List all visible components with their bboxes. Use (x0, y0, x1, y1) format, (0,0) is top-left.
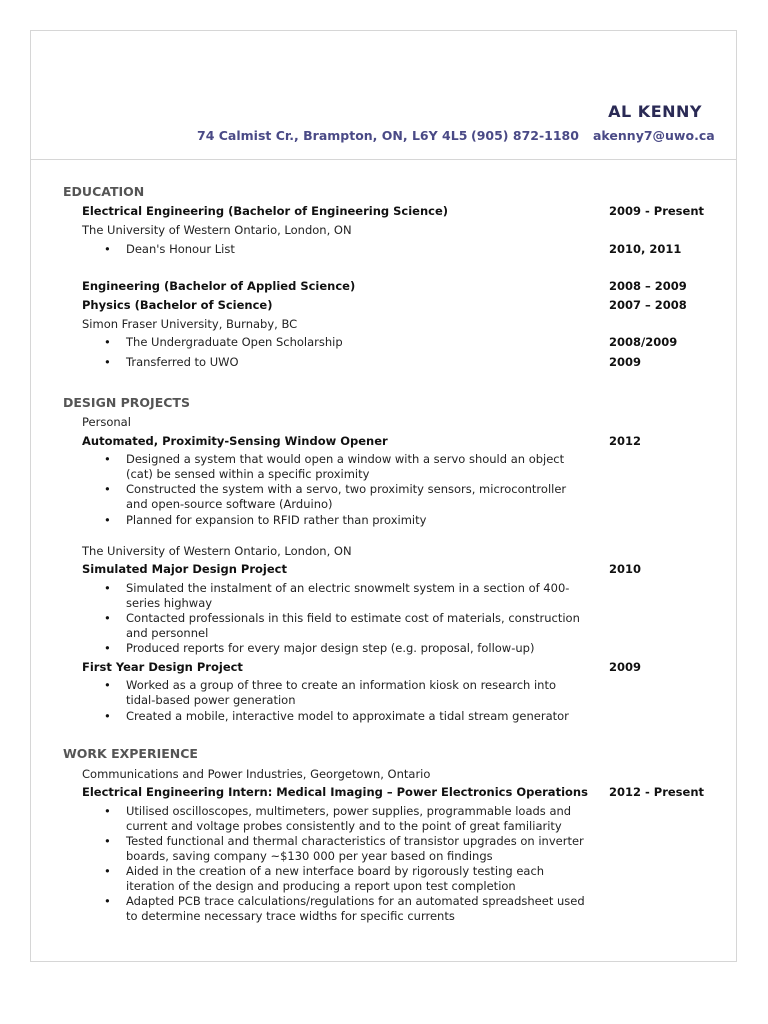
work-bullet-2-cont: boards, saving company ~$130 000 per year based on findings (126, 849, 493, 863)
project-1-bullet-1-cont: (cat) be sensed within a specific proximity (126, 467, 370, 481)
project-1-title: Automated, Proximity-Sensing Window Opener (82, 434, 388, 448)
project-2-bullet-2: Contacted professionals in this field to estimate cost of materials, construction (126, 611, 580, 625)
bullet: • (104, 678, 111, 692)
company: Communications and Power Industries, Georgetown, Ontario (82, 767, 431, 781)
degree-3: Physics (Bachelor of Science) (82, 298, 273, 312)
education-heading: EDUCATION (63, 184, 145, 199)
project-3-bullet-2: Created a mobile, interactive model to approximate a tidal stream generator (126, 709, 569, 723)
bullet: • (104, 864, 111, 878)
email: akenny7@uwo.ca (593, 128, 715, 143)
school-1: The University of Western Ontario, London, ON (82, 223, 352, 237)
project-2-bullet-1-cont: series highway (126, 596, 213, 610)
degree-1-date: 2009 - Present (609, 204, 705, 218)
project-2-bullet-3: Produced reports for every major design step (e.g. proposal, follow-up) (126, 641, 535, 655)
design-school: The University of Western Ontario, London, ON (82, 544, 352, 558)
work-bullet-1: Utilised oscilloscopes, multimeters, power supplies, programmable loads and (126, 804, 572, 818)
project-3-bullet-1: Worked as a group of three to create an information kiosk on research into (126, 678, 557, 692)
project-1-date: 2012 (609, 434, 642, 448)
transfer-date: 2009 (609, 355, 642, 369)
project-1-bullet-2-cont: and open-source software (Arduino) (126, 497, 333, 511)
work-bullet-3-cont: iteration of the design and producing a report upon test completion (126, 879, 516, 893)
transfer-item: Transferred to UWO (126, 355, 239, 369)
bullet: • (104, 611, 111, 625)
bullet: • (104, 482, 111, 496)
bullet: • (104, 834, 111, 848)
project-2-bullet-1: Simulated the instalment of an electric snowmelt system in a section of 400- (126, 581, 570, 595)
project-1-bullet-2: Constructed the system with a servo, two proximity sensors, microcontroller (126, 482, 567, 496)
project-3-bullet-1-cont: tidal-based power generation (126, 693, 296, 707)
degree-2: Engineering (Bachelor of Applied Science) (82, 279, 356, 293)
honour-item: Dean's Honour List (126, 242, 235, 256)
work-bullet-3: Aided in the creation of a new interface board by rigorously testing each (126, 864, 545, 878)
project-3-date: 2009 (609, 660, 642, 674)
bullet: • (104, 804, 111, 818)
header-divider (31, 159, 736, 160)
degree-3-date: 2007 – 2008 (609, 298, 687, 312)
work-bullet-4: Adapted PCB trace calculations/regulations for an automated spreadsheet used (126, 894, 585, 908)
scholarship-date: 2008/2009 (609, 335, 678, 349)
job-title: Electrical Engineering Intern: Medical Imaging – Power Electronics Operations (82, 785, 588, 799)
work-bullet-2: Tested functional and thermal characteristics of transistor upgrades on inverter (126, 834, 584, 848)
honour-date: 2010, 2011 (609, 242, 682, 256)
school-2: Simon Fraser University, Burnaby, BC (82, 317, 298, 331)
address: 74 Calmist Cr., Brampton, ON, L6Y 4L5 (197, 128, 468, 143)
bullet: • (104, 355, 111, 369)
project-3-title: First Year Design Project (82, 660, 243, 674)
bullet: • (104, 452, 111, 466)
project-2-title: Simulated Major Design Project (82, 562, 287, 576)
bullet: • (104, 581, 111, 595)
degree-1: Electrical Engineering (Bachelor of Engineering Science) (82, 204, 449, 218)
scholarship-item: The Undergraduate Open Scholarship (126, 335, 343, 349)
project-2-bullet-2-cont: and personnel (126, 626, 209, 640)
work-bullet-1-cont: current and voltage probes consistently and to the point of great familiarity (126, 819, 562, 833)
work-experience-heading: WORK EXPERIENCE (63, 746, 198, 761)
bullet: • (104, 709, 111, 723)
job-date: 2012 - Present (609, 785, 705, 799)
personal-label: Personal (82, 415, 131, 429)
bullet: • (104, 335, 111, 349)
design-projects-heading: DESIGN PROJECTS (63, 395, 190, 410)
phone: (905) 872-1180 (471, 128, 579, 143)
project-2-date: 2010 (609, 562, 642, 576)
bullet: • (104, 641, 111, 655)
bullet: • (104, 242, 111, 256)
degree-2-date: 2008 – 2009 (609, 279, 687, 293)
bullet: • (104, 894, 111, 908)
project-1-bullet-3: Planned for expansion to RFID rather than proximity (126, 513, 427, 527)
applicant-name: AL KENNY (608, 102, 702, 121)
project-1-bullet-1: Designed a system that would open a window with a servo should an object (126, 452, 565, 466)
bullet: • (104, 513, 111, 527)
work-bullet-4-cont: to determine necessary trace widths for specific currents (126, 909, 455, 923)
resume-page (30, 30, 737, 962)
